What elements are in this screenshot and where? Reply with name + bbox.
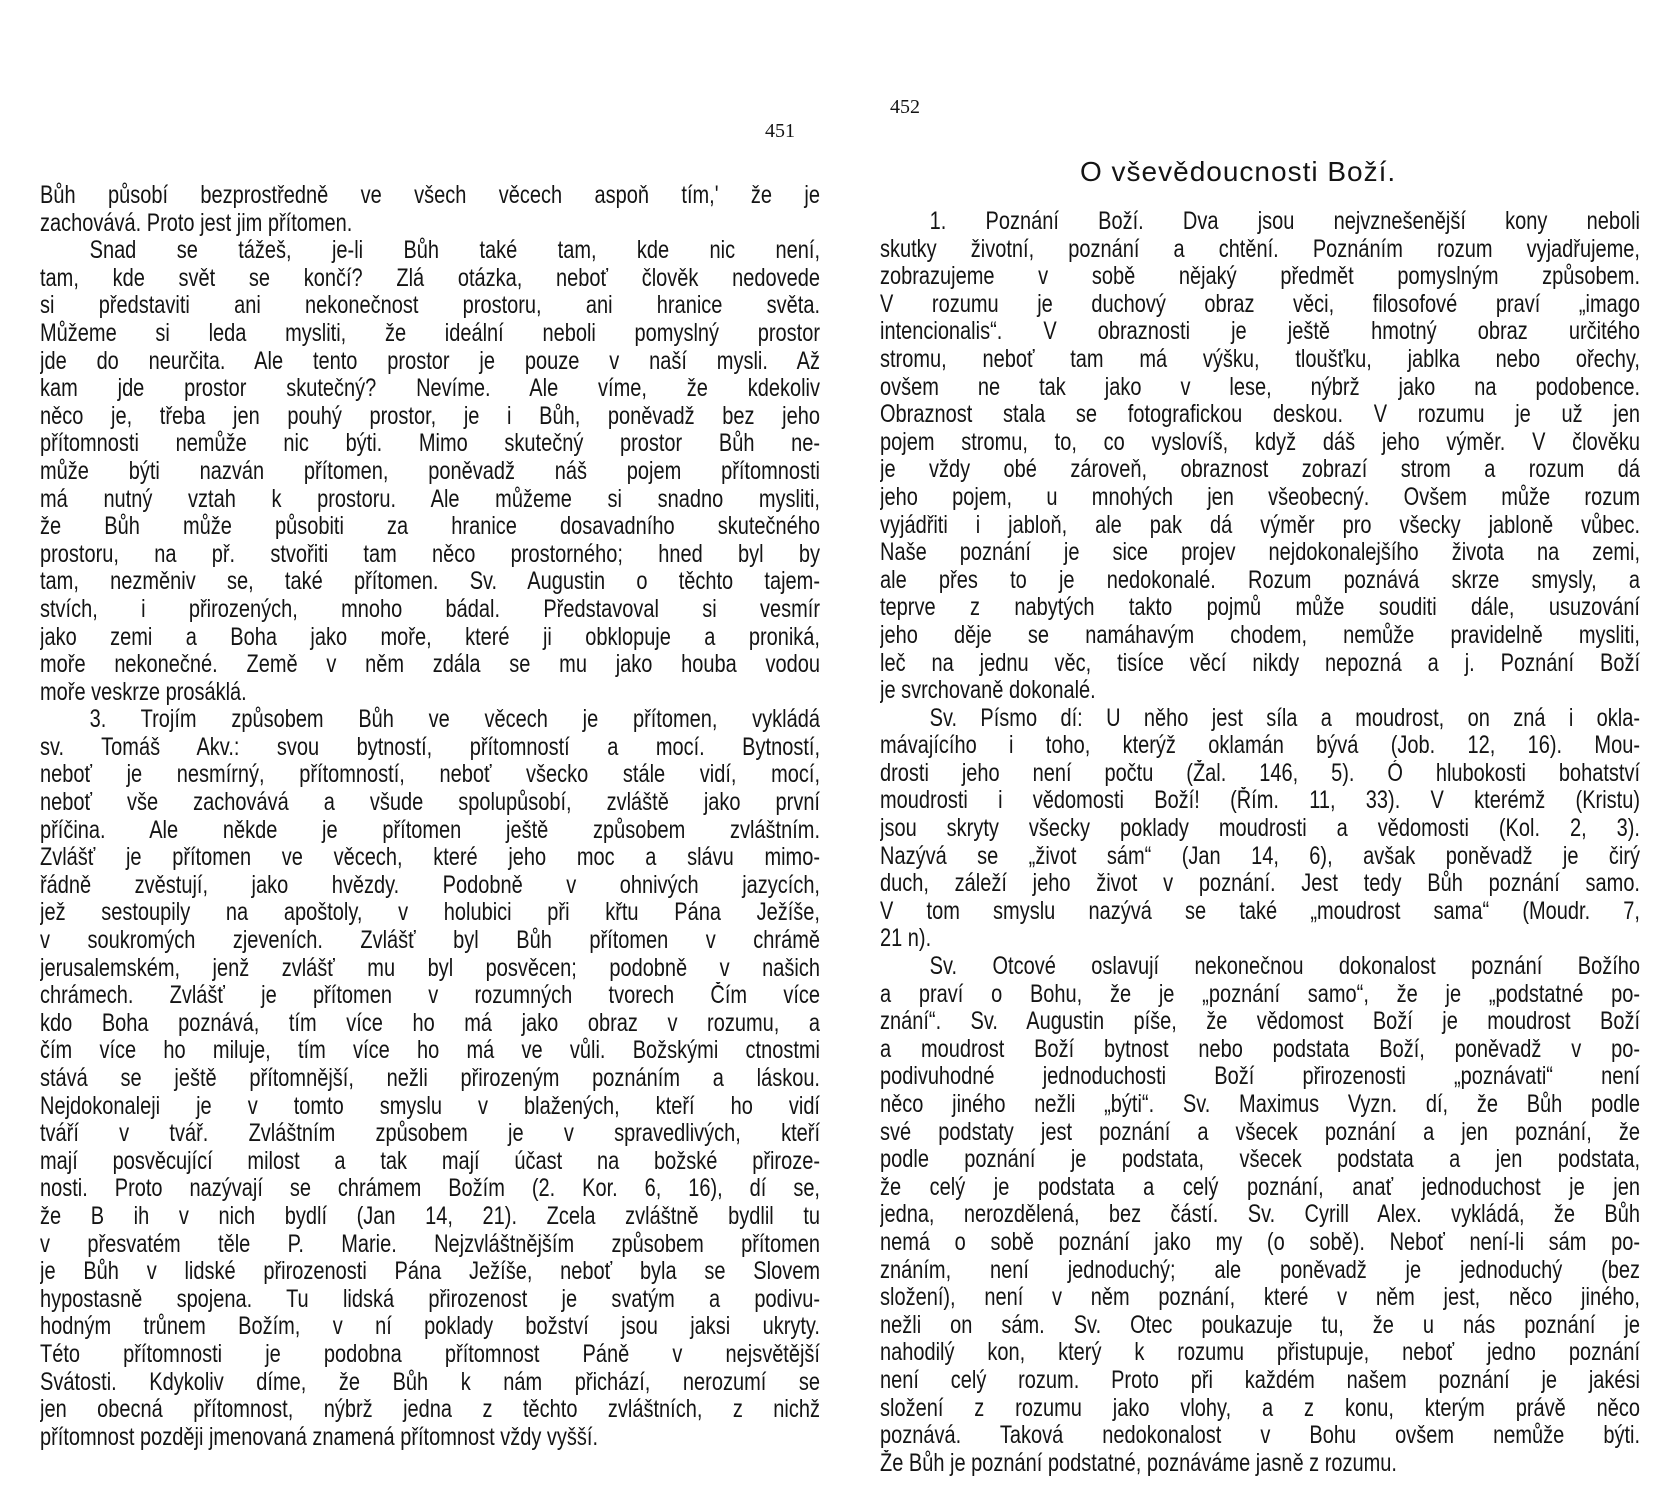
text-line: neboť je nesmírný, přítomností, neboť všecko stále vidí, mocí, [40, 761, 820, 789]
text-line: nežli on sám. Sv. Otec poukazuje tu, že u nás poznání je [880, 1311, 1640, 1339]
text-line: mají posvěcující milost a tak mají účast na božské přiroze- [40, 1147, 820, 1175]
text-line: ale přes to je nedokonalé. Rozum poznává skrze smysly, a [880, 566, 1640, 594]
text-line: V tom smyslu nazývá se také „moudrost sama“ (Moudr. 7, [880, 897, 1640, 925]
text-line: něco jiného nežli „býti“. Sv. Maximus Vyzn. dí, že Bůh podle [880, 1091, 1640, 1118]
text-line: přítomnost později jmenovaná znamená přítomnost vždy vyšší. [40, 1423, 599, 1451]
text-line: mávajícího i toho, kterýž oklamán bývá (Job. 12, 16). Mou- [880, 732, 1640, 760]
text-line: přítomnosti nemůže nic býti. Mimo skutečný prostor Bůh ne- [40, 430, 820, 458]
text-line: složení), není v něm poznání, které v něm jest, něco jiného, [880, 1284, 1640, 1312]
text-line: Obraznost stala se fotografickou deskou. V rozumu je už jen [880, 401, 1640, 429]
text-line: v přesvatém těle P. Marie. Nejzvláštnějším způsobem přítomen [40, 1230, 820, 1258]
text-line: není celý rozum. Proto při každém našem poznání je jakési [880, 1366, 1640, 1394]
text-line: zobrazujeme v sobě nějaký předmět pomyslným způsobem. [880, 263, 1640, 291]
text-line: 3. Trojím způsobem Bůh ve věcech je přítomen, vykládá [89, 706, 820, 734]
text-line: sv. Tomáš Akv.: svou bytností, přítomností a mocí. Bytností, [40, 733, 820, 761]
left-page-text [40, 182, 820, 1451]
text-line: 21 n). [880, 925, 932, 953]
text-line: je vždy obé zároveň, obraznost zobrazí strom a rozum dá [880, 456, 1640, 484]
text-line: čím více ho miluje, tím více ho má ve vůli. Božskými ctnostmi [40, 1037, 820, 1065]
text-line: moře veskrze prosáklá. [40, 678, 247, 706]
text-line: složení z rozumu jako vlohy, a z konu, kterým právě něco [880, 1394, 1640, 1422]
text-line: že B ih v nich bydlí (Jan 14, 21). Zcela zvláštně bydlil tu [40, 1202, 820, 1230]
text-line: intencionalis“. V obraznosti je ještě hmotný obraz určitého [880, 318, 1640, 346]
text-line: jsou skryty všecky poklady moudrosti a vědomosti (Kol. 2, 3). [880, 815, 1640, 843]
text-line: duch, záleží jeho život v poznání. Jest tedy Bůh poznání samo. [880, 870, 1640, 898]
text-line: a moudrost Boží bytnost nebo podstata Boží, poněvadž v po- [880, 1035, 1640, 1063]
text-line: stává se ještě přítomnější, nežli přirozeným poznáním a láskou. [40, 1065, 820, 1092]
text-line: své podstaty jest poznání a všecek poznání a jen poznání, že [880, 1118, 1640, 1146]
text-line: znáním, není jednoduchý; ale poněvadž je jednoduchý (bez [880, 1256, 1640, 1284]
text-line: Nejdokonaleji je v tomto smyslu v blažených, kteří ho vidí [40, 1092, 820, 1120]
text-line: kam jde prostor skutečný? Nevíme. Ale víme, že kdekoliv [40, 375, 820, 403]
text-line: jež sestoupily na apoštoly, v holubici při křtu Pána Ježíše, [40, 899, 820, 927]
text-line: Nazývá se „život sám“ (Jan 14, 6), avšak poněvadž je čirý [880, 842, 1640, 870]
text-line: leč na jednu věc, tisíce věcí nikdy nepozná a j. Poznání Boží [880, 649, 1640, 677]
text-line: nemá o sobě poznání jako my (o sobě). Neboť není-li sám po- [880, 1228, 1640, 1256]
text-line: vyjádřiti i jabloň, ale pak dá výměr pro všecky jabloně vůbec. [880, 511, 1640, 539]
right-page-text [880, 208, 1640, 1477]
text-line: něco je, třeba jen pouhý prostor, je i Bůh, poněvadž bez jeho [40, 402, 820, 430]
text-line: jde do neurčita. Ale tento prostor je pouze v naší mysli. Až [40, 347, 820, 375]
text-line: jeho děje se namáhavým chodem, nemůže pravidelně mysliti, [880, 621, 1640, 649]
text-line: podle poznání je podstata, všecek podstata a jen podstata, [880, 1146, 1640, 1174]
text-line: drosti jeho není počtu (Žal. 146, 5). Ó hlubokosti bohatství [880, 759, 1640, 787]
text-line: řádně zvěstují, jako hvězdy. Podobně v ohnivých jazycích, [40, 871, 820, 899]
text-line: V rozumu je duchový obraz věci, filosofové praví „imago [880, 290, 1640, 318]
text-line: může býti nazván přítomen, poněvadž náš pojem přítomnosti [40, 457, 820, 485]
text-line: Bůh působí bezprostředně ve všech věcech aspoň tím,' že je [40, 182, 820, 209]
chapter-title: O vševědoucnosti Boží. [1080, 156, 1397, 187]
text-line: jerusalemském, jenž zvlášť mu byl posvěcen; podobně v našich [40, 954, 820, 982]
text-line: Této přítomnosti je podobna přítomnost Páně v nejsvětější [40, 1340, 820, 1368]
text-line: Můžeme si leda mysliti, že ideální neboli pomyslný prostor [40, 319, 820, 347]
text-line: jeho pojem, u mnohých jen všeobecný. Ovšem může rozum [880, 483, 1640, 511]
text-line: příčina. Ale někde je přítomen ještě způsobem zvláštním. [40, 816, 820, 844]
text-line: skutky životní, poznání a chtění. Poznáním rozum vyjadřujeme, [880, 235, 1640, 263]
text-line: jedna, nerozdělená, bez částí. Sv. Cyrill Alex. vykládá, že Bůh [880, 1201, 1640, 1229]
text-line: stromu, neboť tam má výšku, tloušťku, jablka nebo ořechy, [880, 345, 1640, 373]
text-line: podivuhodné jednoduchosti Boží přirozenosti „poznávati“ není [880, 1063, 1640, 1091]
text-line: hypostasně spojena. Tu lidská přirozenost je svatým a podivu- [40, 1285, 820, 1313]
text-line: jen obecná přítomnost, nýbrž jedna z těchto zvláštních, z nichž [40, 1396, 820, 1424]
text-line: nahodilý kon, který k rozumu přistupuje, neboť jedno poznání [880, 1339, 1640, 1367]
text-line: tam, nezměniv se, také přítomen. Sv. Augustin o těchto tajem- [40, 568, 820, 596]
left-page-number: 451 [765, 120, 795, 142]
text-line: tváří v tvář. Zvláštním způsobem je v spravedlivých, kteří [40, 1120, 820, 1148]
text-line: ovšem ne tak jako v lese, nýbrž jako na podobence. [880, 373, 1640, 401]
text-line: moře nekonečné. Země v něm zdála se mu jako houba vodou [40, 651, 820, 679]
text-line: nosti. Proto nazývají se chrámem Božím (2. Kor. 6, 16), dí se, [40, 1175, 820, 1203]
text-line: jako zemi a Boha jako moře, které ji obklopuje a proniká, [40, 623, 820, 651]
text-line: poznává. Taková nedokonalost v Bohu ovšem nemůže býti. [880, 1422, 1640, 1450]
text-line: znání“. Sv. Augustin píše, že vědomost Boží je moudrost Boží [880, 1008, 1640, 1036]
text-line: prostoru, na př. stvořiti tam něco prostorného; hned byl by [40, 540, 820, 568]
text-line: Že Bůh je poznání podstatné, poznáváme jasně z rozumu. [880, 1449, 1397, 1477]
text-line: Svátosti. Kdykoliv díme, že Bůh k nám přichází, nerozumí se [40, 1368, 820, 1396]
text-line: je svrchovaně dokonalé. [880, 677, 1096, 705]
text-line: Naše poznání je sice projev nejdokonalejšího života na zemi, [880, 539, 1640, 567]
text-line: že celý je podstata a celý poznání, anať jednoduchost je jen [880, 1173, 1640, 1201]
text-line: stvích, i přirozených, mnoho bádal. Představoval si vesmír [40, 595, 820, 623]
text-line: hodným trůnem Božím, v ní poklady božství jsou jaksi ukryty. [40, 1313, 820, 1341]
text-line: si představiti ani nekonečnost prostoru, ani hranice světa. [40, 292, 820, 320]
text-line: má nutný vztah k prostoru. Ale můžeme si snadno mysliti, [40, 485, 820, 513]
text-line: Zvlášť je přítomen ve věcech, které jeho moc a slávu mimo- [40, 844, 820, 872]
text-line: že Bůh může působiti za hranice dosavadního skutečného [40, 513, 820, 541]
text-line: chrámech. Zvlášť je přítomen v rozumných tvorech Čím více [40, 982, 820, 1010]
text-line: a praví o Bohu, že je „poznání samo“, že je „podstatné po- [880, 980, 1640, 1008]
text-line: moudrosti i vědomosti Boží! (Řím. 11, 33). V kterémž (Kristu) [880, 787, 1640, 815]
text-line: neboť vše zachovává a všude spolupůsobí, zvláště jako první [40, 789, 820, 817]
text-line: Snad se tážeš, je-li Bůh také tam, kde nic není, [89, 237, 820, 265]
text-line: kdo Boha poznává, tím více ho má jako obraz v rozumu, a [40, 1009, 820, 1037]
text-line: je Bůh v lidské přirozenosti Pána Ježíše, neboť byla se Slovem [40, 1258, 820, 1286]
text-line: pojem stromu, to, co vyslovíš, když dáš jeho výměr. V člověku [880, 428, 1640, 456]
right-page-number: 452 [890, 96, 920, 118]
text-line: Sv. Písmo dí: U něho jest síla a moudrost, on zná i okla- [929, 704, 1640, 732]
text-line: tam, kde svět se končí? Zlá otázka, neboť člověk nedovede [40, 264, 820, 292]
text-line: v soukromých zjeveních. Zvlášť byl Bůh přítomen v chrámě [40, 927, 820, 955]
text-line: zachovává. Proto jest jim přítomen. [40, 209, 353, 237]
text-line: Sv. Otcové oslavují nekonečnou dokonalost poznání Božího [929, 953, 1640, 981]
text-line: 1. Poznání Boží. Dva jsou nejvznešenější kony neboli [929, 208, 1640, 235]
text-line: teprve z nabytých takto pojmů může souditi dále, usuzování [880, 594, 1640, 622]
